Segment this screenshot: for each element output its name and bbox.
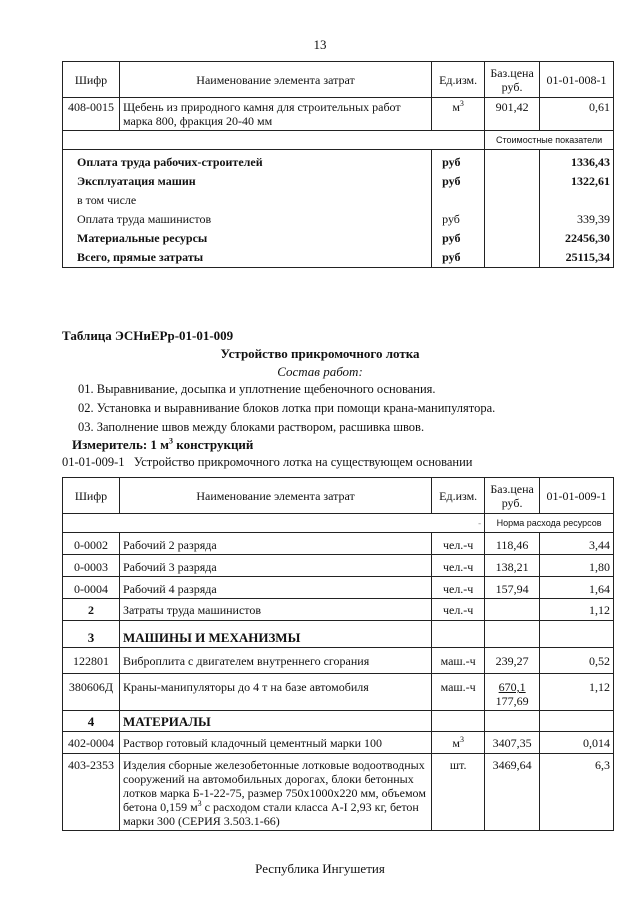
row-qty: 3,44	[540, 533, 614, 555]
measure-unit: Измеритель: 1 $м^3$ конструкций	[72, 436, 254, 452]
work-item-2: 02. Установка и выравнивание блоков лотка при помощи крана-манипулятора.	[78, 401, 496, 415]
cost-unit: руб	[442, 212, 460, 226]
cost-unit	[442, 191, 484, 210]
row-price: 901,42	[485, 98, 540, 131]
cost-summary-row	[63, 150, 614, 268]
table-row	[63, 577, 614, 599]
table-row	[63, 533, 614, 555]
row-qty: 1,80	[540, 555, 614, 577]
table-header-row	[63, 478, 614, 514]
row-qty: 1,64	[540, 577, 614, 599]
row-code: 402-0004	[63, 732, 120, 754]
row-code: 0-0002	[63, 533, 120, 555]
row-name: Виброплита с двигателем внутреннего сгорания	[119, 648, 431, 674]
row-code: 0-0004	[63, 577, 120, 599]
cost-table-01-01-008	[62, 61, 614, 268]
col-header-price: Баз.цена руб.	[485, 478, 540, 514]
row-code: 0-0003	[63, 555, 120, 577]
col-header-unit: Ед.изм.	[432, 478, 485, 514]
row-unit: маш.-ч	[432, 674, 485, 711]
section-row-materials	[63, 711, 614, 732]
cost-labels	[63, 150, 432, 268]
table-row	[63, 599, 614, 621]
row-name: Щебень из природного камня для строительных работ марка 800, фракция 20-40 мм	[119, 98, 431, 131]
table-row	[63, 555, 614, 577]
col-header-norm: 01-01-009-1	[540, 478, 614, 514]
row-unit: шт.	[432, 754, 485, 831]
row-unit: чел.-ч	[432, 533, 485, 555]
table-row	[63, 732, 614, 754]
row-name: Рабочий 2 разряда	[119, 533, 431, 555]
col-header-price: Баз.цена руб.	[485, 62, 540, 98]
table-row	[63, 674, 614, 711]
section-code: 3	[63, 621, 120, 648]
row-name: Краны-манипуляторы до 4 т на базе автомобиля	[119, 674, 431, 711]
col-header-name: Наименование элемента затрат	[119, 478, 431, 514]
col-header-unit: Ед.изм.	[432, 62, 485, 98]
cost-unit: руб	[442, 155, 461, 169]
row-unit: чел.-ч	[432, 599, 485, 621]
row-price: 3407,35	[485, 732, 540, 754]
row-unit: $м^3$	[432, 732, 485, 754]
price-bottom: 177,69	[495, 694, 529, 708]
cost-units	[432, 150, 485, 268]
cost-value	[540, 191, 610, 210]
row-name: Рабочий 4 разряда	[119, 577, 431, 599]
row-name: Изделия сборные железобетонные лотковые водоотводных сооружений на автомобильных дорогах, блоки бетонных лотков марка Б-1-22-75, размер 750х1000х220 мм, объемом бетона 0,159 $м^3$ с расходом стали класса А-I 2,93 кг, бетон марки 300 (СЕРИЯ 3.503.1-66)	[119, 754, 431, 831]
item-line: 01-01-009-1 Устройство прикромочного лотка на существующем основании	[62, 455, 473, 469]
row-name: Раствор готовый кладочный цементный марки 100	[119, 732, 431, 754]
subheader-row	[63, 514, 614, 533]
row-unit: чел.-ч	[432, 555, 485, 577]
cost-unit: руб	[442, 250, 461, 264]
row-unit: маш.-ч	[432, 648, 485, 674]
row-unit: $м^3$	[432, 98, 485, 131]
cost-label-total: Всего, прямые затраты	[77, 250, 204, 264]
row-code: 380606Д	[63, 674, 120, 711]
subheader-mark: -	[63, 514, 485, 533]
cost-unit: руб	[442, 174, 461, 188]
subheader-cost-indicators: Стоимостные показатели	[485, 131, 614, 150]
row-price: 138,21	[485, 555, 540, 577]
row-qty: 0,61	[540, 98, 614, 131]
row-code: 403-2353	[63, 754, 120, 831]
row-price: 118,46	[485, 533, 540, 555]
col-header-code: Шифр	[63, 62, 120, 98]
footer-region: Республика Ингушетия	[255, 861, 385, 876]
col-header-code: Шифр	[63, 478, 120, 514]
row-qty: 6,3	[540, 754, 614, 831]
row-code: 122801	[63, 648, 120, 674]
cost-value: 339,39	[577, 212, 610, 226]
row-qty: 1,12	[540, 674, 614, 711]
section-code: 4	[63, 711, 120, 732]
col-header-name: Наименование элемента затрат	[119, 62, 431, 98]
page-number: 13	[313, 37, 327, 52]
row-qty: 0,52	[540, 648, 614, 674]
price-top: 670,1	[498, 680, 526, 694]
row-code: 2	[63, 599, 120, 621]
section-row-machines	[63, 621, 614, 648]
cost-value: 22456,30	[565, 231, 610, 245]
table-row	[63, 754, 614, 831]
cost-label-operators: Оплата труда машинистов	[77, 212, 212, 226]
row-price: 157,94	[485, 577, 540, 599]
resource-table-01-01-009	[62, 477, 614, 831]
cost-value: 1322,61	[571, 174, 610, 188]
cost-value: 25115,34	[565, 250, 610, 264]
cost-values	[540, 150, 614, 268]
row-unit: чел.-ч	[432, 577, 485, 599]
table-row	[63, 648, 614, 674]
row-qty: 1,12	[540, 599, 614, 621]
cost-unit: руб	[442, 231, 461, 245]
work-item-3: 03. Заполнение швов между блоками раствором, расшивка швов.	[78, 420, 425, 434]
subheader-resource-norm: Норма расхода ресурсов	[485, 514, 614, 533]
cost-label-machines: Эксплуатация машин	[77, 174, 196, 188]
row-name: Рабочий 3 разряда	[119, 555, 431, 577]
cost-value: 1336,43	[571, 155, 610, 169]
row-price: 3469,64	[485, 754, 540, 831]
row-price: 239,27	[485, 648, 540, 674]
row-name: Затраты труда машинистов	[119, 599, 431, 621]
table-row	[63, 98, 614, 131]
row-code: 408-0015	[63, 98, 120, 131]
section-title: МАШИНЫ И МЕХАНИЗМЫ	[119, 621, 431, 648]
section-title: Устройство прикромочного лотка	[220, 346, 420, 361]
cost-label-materials: Материальные ресурсы	[77, 231, 208, 245]
subheader-row	[63, 131, 614, 150]
row-price	[485, 674, 540, 711]
works-heading: Состав работ:	[277, 364, 363, 379]
table-label: Таблица ЭСНиЕРр-01-01-009	[62, 328, 234, 343]
work-item-1: 01. Выравнивание, досыпка и уплотнение щебеночного основания.	[78, 382, 436, 396]
table-header-row	[63, 62, 614, 98]
row-qty: 0,014	[540, 732, 614, 754]
col-header-norm: 01-01-008-1	[540, 62, 614, 98]
section-title: МАТЕРИАЛЫ	[119, 711, 431, 732]
cost-label-workers: Оплата труда рабочих-строителей	[77, 155, 263, 169]
cost-label-including: в том числе	[77, 193, 137, 207]
